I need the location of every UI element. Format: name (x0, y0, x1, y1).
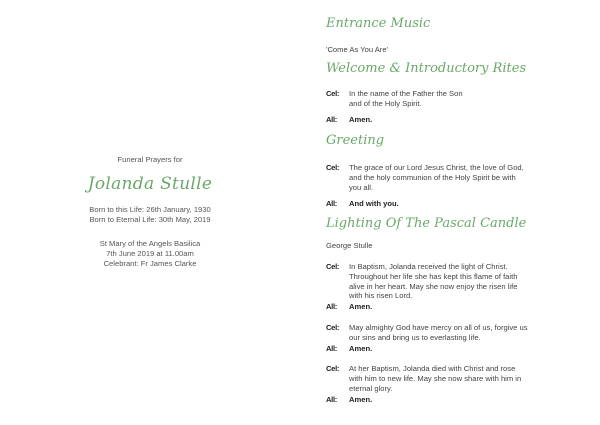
venue: St Mary of the Angels Basilica (99, 239, 201, 248)
row-text: In the name of the Father the Son and of the Holy Spirit. (349, 89, 463, 108)
row-label: All: (326, 344, 338, 353)
row-label: All: (326, 395, 338, 404)
entrance-subtitle: 'Come As You Are' (326, 45, 389, 54)
row-text: Amen. (349, 395, 373, 404)
row-label: All: (326, 302, 338, 311)
row-text: May almighty God have mercy on all of us, forgive us our sins and bring us to everlasting life. (349, 323, 528, 342)
row-text: In Baptism, Jolanda received the light of Christ. Throughout her life she has kept this flame of faith alive in her heart. May she now enjoy the risen life with his risen Lord. (349, 262, 518, 301)
row-label: Cel: (326, 323, 340, 332)
row-label: Cel: (326, 262, 340, 271)
row-label: Cel: (326, 364, 340, 373)
row-text: The grace of our Lord Jesus Christ, the love of God, and the holy communion of the Holy Spirit be with you all. (349, 163, 524, 192)
row-text: At her Baptism, Jolanda died with Christ and rose with him to new life. May she now share with him in eternal glory. (349, 364, 522, 393)
greeting-heading: Greeting (326, 133, 385, 148)
row-label: Cel: (326, 89, 340, 98)
row-label: All: (326, 199, 338, 208)
row-text: Amen. (349, 344, 373, 353)
right-panel (326, 0, 588, 425)
celebrant: Celebrant: Fr James Clarke (103, 258, 197, 268)
row-text: And with you. (349, 199, 399, 208)
row-text: Amen. (349, 302, 373, 311)
intro-text: Funeral Prayers for (117, 155, 183, 164)
date-time: 7th June 2019 at 11.00am (106, 248, 194, 258)
service-details (0, 239, 300, 268)
entrance-heading: Entrance Music (326, 16, 431, 31)
candle-heading: Lighting Of The Pascal Candle (326, 216, 527, 231)
welcome-heading: Welcome & Introductory Rites (326, 61, 527, 76)
row-text: Amen. (349, 115, 373, 124)
row-label: All: (326, 115, 338, 124)
candle-subtitle: George Stulle (326, 241, 373, 250)
born-to-life: Born to this Life: 26th January, 1930 (89, 205, 211, 214)
life-dates (0, 205, 300, 225)
born-to-eternal: Born to Eternal Life: 30th May, 2019 (89, 215, 211, 224)
deceased-name: Jolanda Stulle (87, 174, 213, 194)
row-label: Cel: (326, 163, 340, 172)
